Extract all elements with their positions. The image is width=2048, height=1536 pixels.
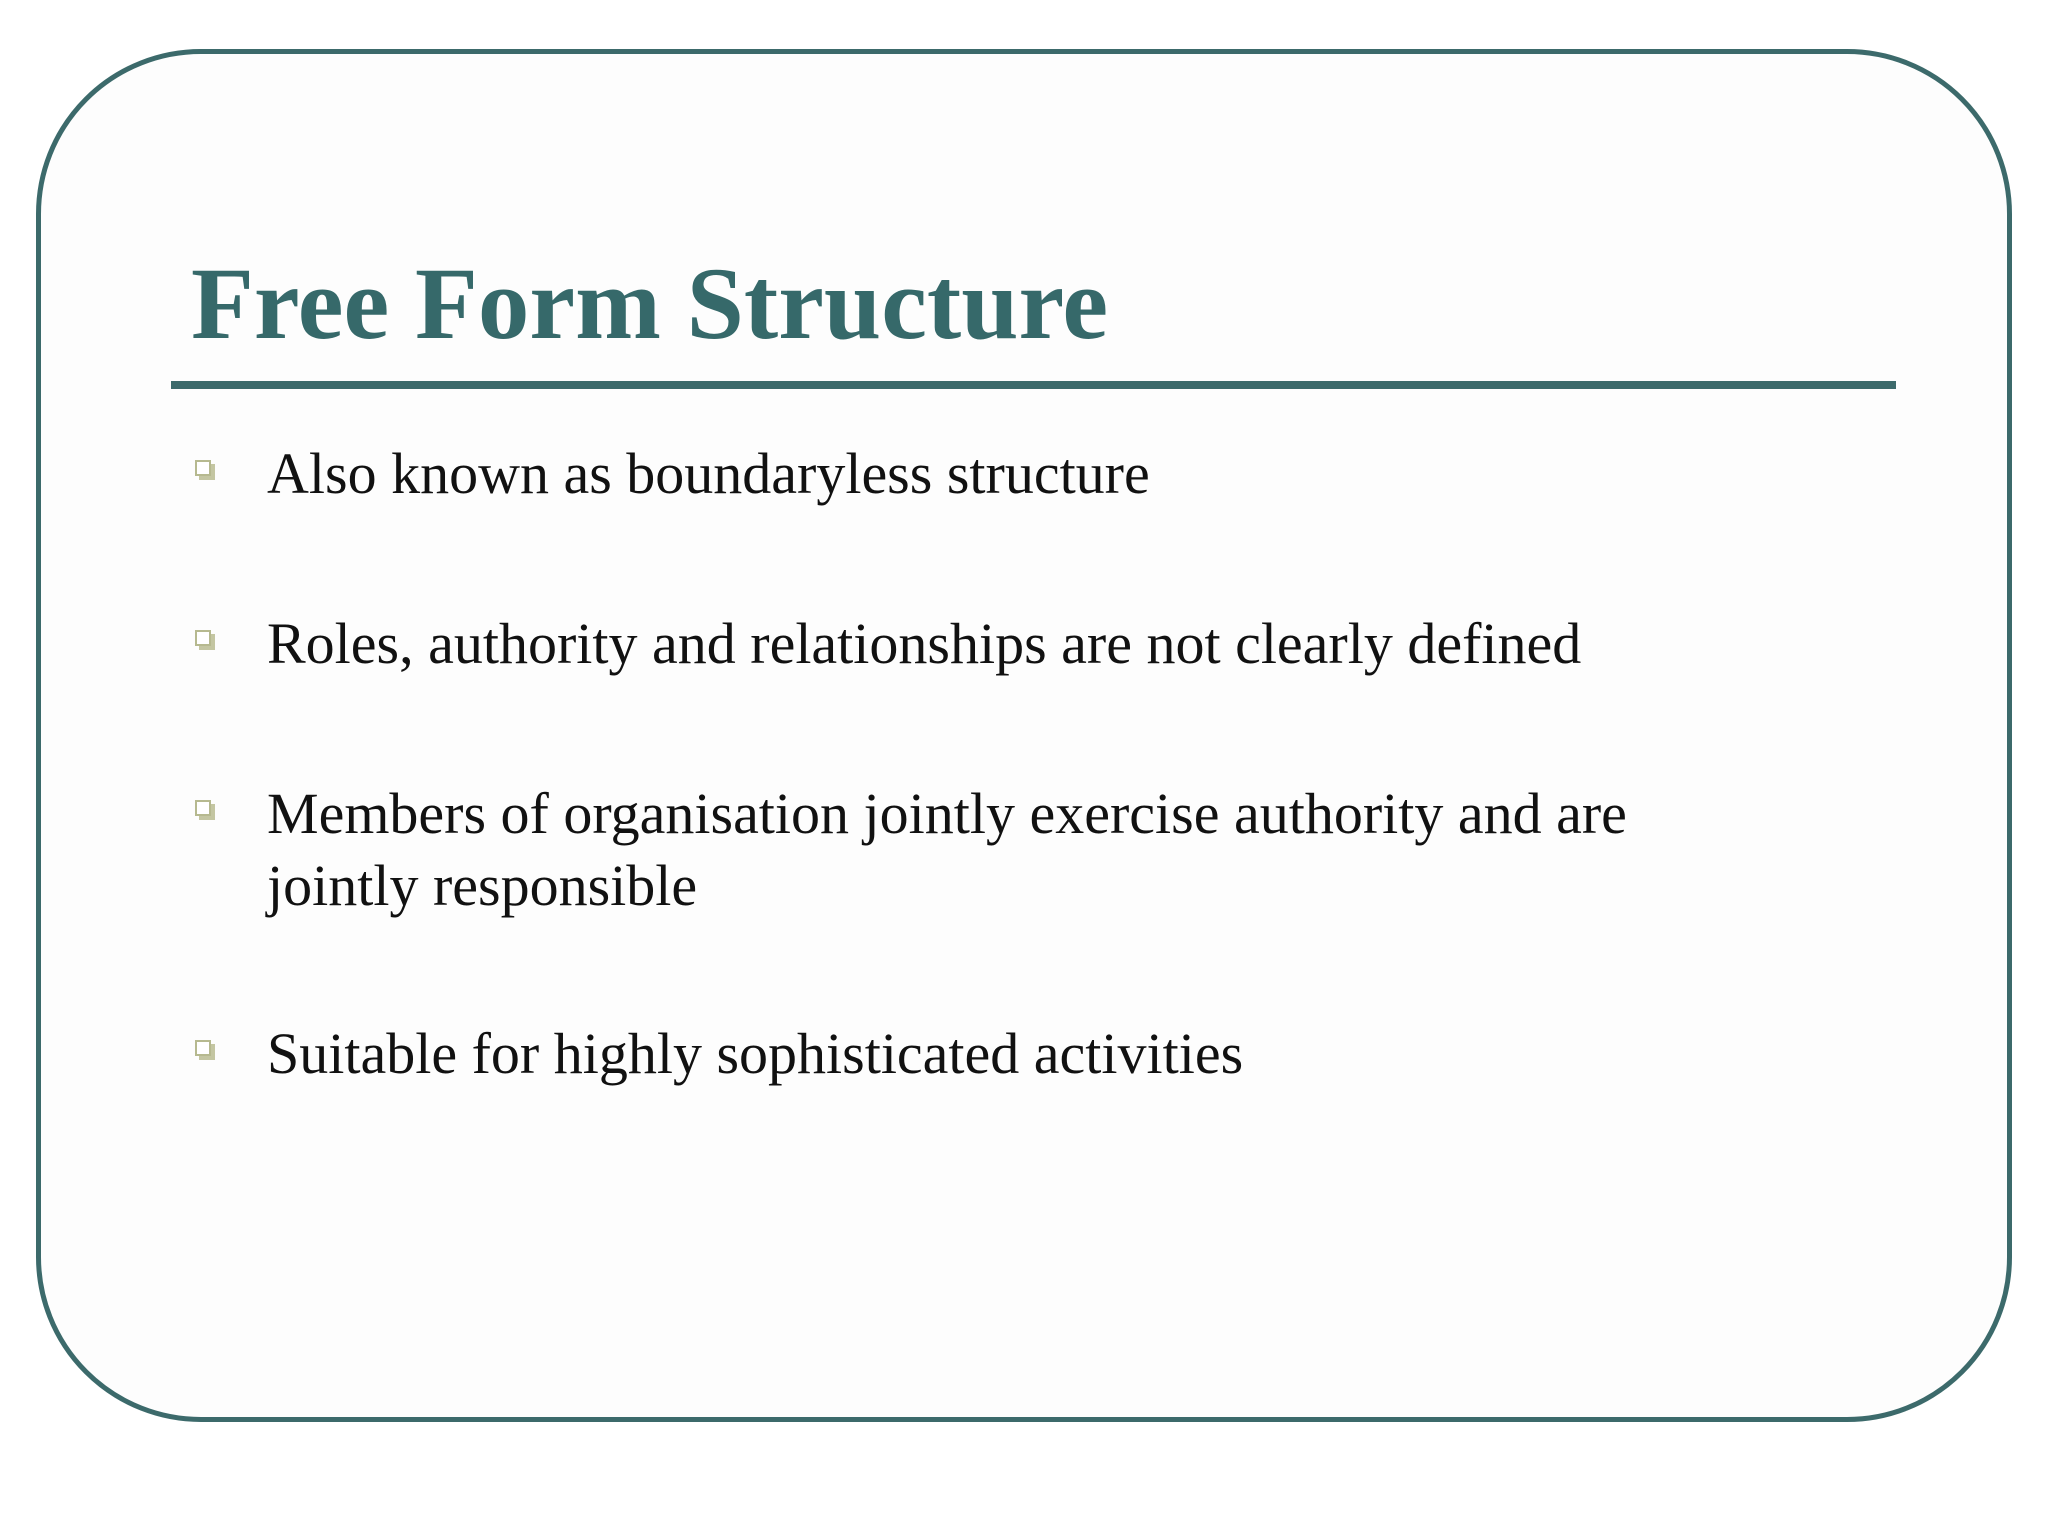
title-divider [171,381,1896,389]
square-bullet-icon [195,460,211,476]
square-bullet-icon [195,630,211,646]
square-bullet-icon [195,1040,211,1056]
bullet-text: Also known as boundaryless structure [267,441,1150,506]
slide-title: Free Form Structure [191,247,1109,361]
bullet-text: Roles, authority and relationships are not clearly defined [267,611,1582,676]
bullet-text: Suitable for highly sophisticated activities [267,1021,1244,1086]
square-bullet-icon [195,800,211,816]
bullet-text: Members of organisation jointly exercise authority and are jointly responsible [267,781,1627,918]
